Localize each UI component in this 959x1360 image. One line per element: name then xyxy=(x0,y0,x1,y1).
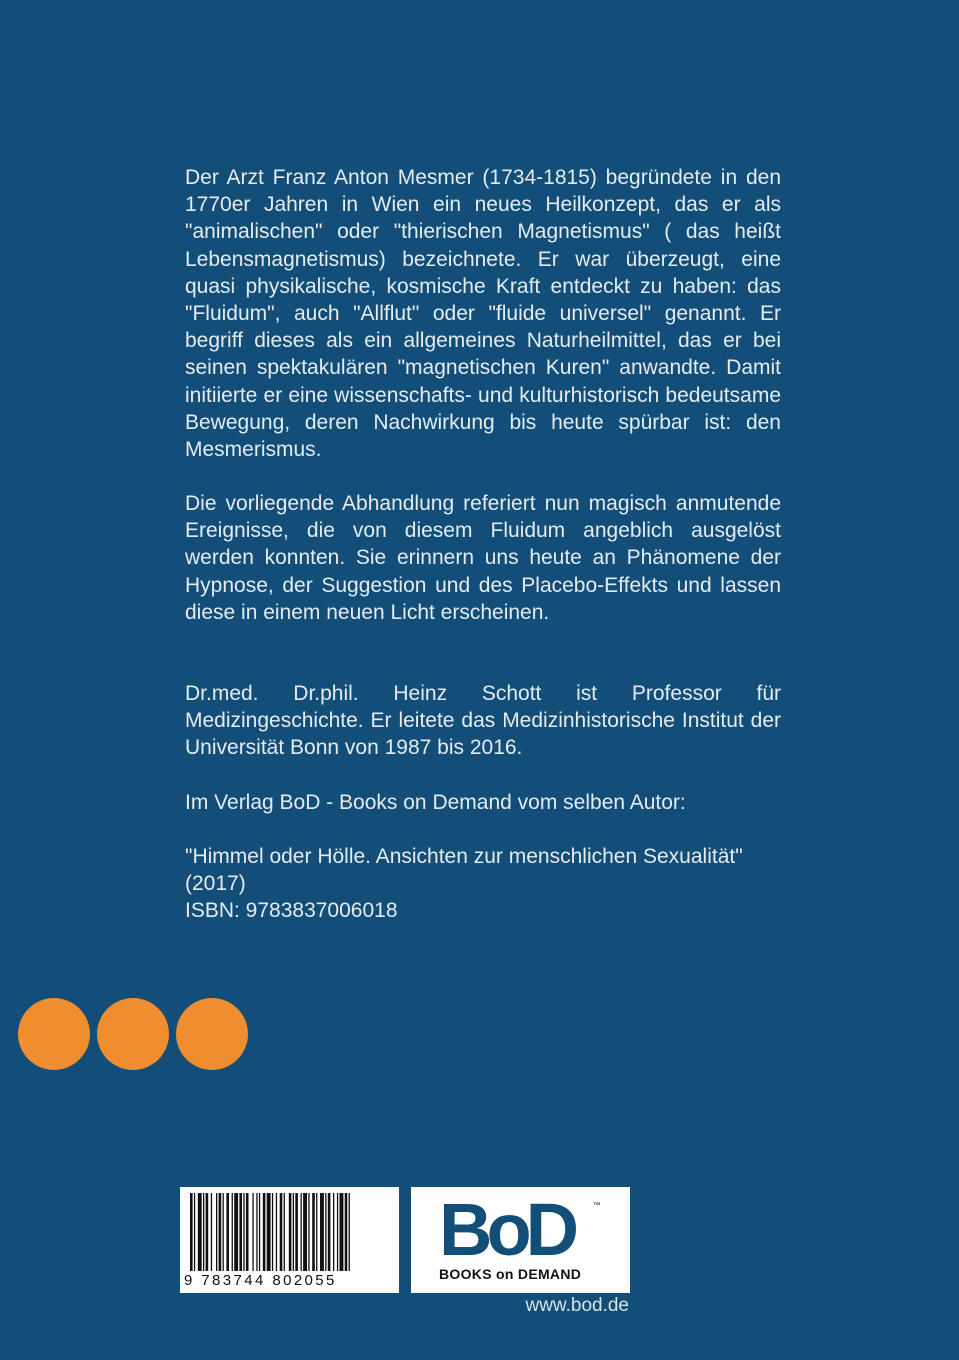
barcode-bar xyxy=(203,1193,204,1271)
barcode-bar xyxy=(198,1193,202,1271)
barcode-bar xyxy=(337,1193,338,1271)
barcode-bar xyxy=(345,1193,348,1271)
barcode-bar xyxy=(223,1193,224,1271)
other-book-isbn: ISBN: 9783837006018 xyxy=(185,899,398,923)
barcode-bar xyxy=(301,1193,302,1271)
barcode-bar xyxy=(219,1193,222,1271)
barcode-bar xyxy=(328,1193,331,1271)
barcode-bar xyxy=(303,1193,307,1271)
barcode-bar xyxy=(211,1193,212,1271)
barcode-bar xyxy=(316,1193,317,1271)
bod-logo xyxy=(411,1187,630,1293)
barcode-bar xyxy=(340,1193,344,1271)
barcode-bar xyxy=(239,1193,242,1271)
barcode-bar xyxy=(243,1193,244,1271)
barcode-bar xyxy=(259,1193,260,1271)
barcode-bar xyxy=(289,1193,292,1271)
orange-dot xyxy=(176,998,248,1070)
barcode-bar xyxy=(280,1193,283,1271)
barcode-bar xyxy=(252,1193,253,1271)
barcode-bars xyxy=(180,1187,399,1273)
other-book-year: (2017) xyxy=(185,872,246,896)
decorative-dots xyxy=(18,998,250,1072)
publisher-line-text: Im Verlag BoD - Books on Demand vom selben Autor: xyxy=(185,791,686,814)
barcode-bar xyxy=(226,1193,229,1271)
barcode-bar xyxy=(194,1193,195,1271)
publisher-line xyxy=(185,789,781,816)
barcode-bar xyxy=(312,1193,315,1271)
bod-tagline: BOOKS on DEMAND xyxy=(439,1266,582,1282)
barcode-bar xyxy=(216,1193,217,1271)
barcode-bar xyxy=(267,1193,271,1271)
barcode-bar xyxy=(263,1193,266,1271)
barcode-bar xyxy=(293,1193,294,1271)
blurb-paragraph-2 xyxy=(185,490,781,626)
orange-dot xyxy=(18,998,90,1070)
barcode-bar xyxy=(308,1193,309,1271)
blurb-paragraph-1-text: Der Arzt Franz Anton Mesmer (1734-1815) begründete in den 1770er Jahren in Wien ein neues Heilkonzept, das er als "animalischen" oder "thierischen Magnetismus" ( das heißt Lebensmagnetismus) bezeichnete. Er war überzeugt, eine quasi physikalische, kosmische Kraft entdeckt zu haben: das "Fluidum", auch "Allflut" oder "fluide universel" genannt. Er begriff dieses als ein allgemeines Naturheilmittel, das er bei seinen spektakulären "magnetischen Kuren" anwandte. Damit initiierte er eine wissenschafts- und kulturhistorisch bedeutsame Bewegung, deren Nachwirkung bis heute spürbar ist: den Mesmerismus. xyxy=(185,166,781,462)
barcode-bar xyxy=(272,1193,273,1271)
barcode-bar xyxy=(190,1193,193,1271)
barcode-bar xyxy=(320,1193,324,1271)
author-bio xyxy=(185,680,781,762)
barcode-bar xyxy=(349,1193,350,1271)
barcode-bar xyxy=(234,1193,238,1271)
barcode-bar xyxy=(206,1193,209,1271)
barcode-bar xyxy=(232,1193,233,1271)
other-book-title: "Himmel oder Hölle. Ansichten zur menschlichen Sexualität" xyxy=(185,845,743,868)
blurb-paragraph-1 xyxy=(185,164,781,463)
barcode-bar xyxy=(256,1193,257,1271)
isbn-barcode xyxy=(180,1187,399,1293)
barcode-bar xyxy=(246,1193,249,1271)
author-bio-text: Dr.med. Dr.phil. Heinz Schott ist Professor für Medizingeschichte. Er leitete das Medizinhistorische Institut der Universität Bonn von 1987 bis 2016. xyxy=(185,682,781,760)
other-book-reference xyxy=(185,843,781,925)
barcode-bar xyxy=(284,1193,285,1271)
barcode-digits: 9 783744 802055 xyxy=(184,1272,337,1289)
blurb-paragraph-2-text: Die vorliegende Abhandlung referiert nun magisch anmutende Ereignisse, die von diesem Fluidum angeblich ausgelöst werden konnten. Sie erinnern uns heute an Phänomene der Hypnose, der Suggestion und des Placebo-Effekts und lassen diese in einem neuen Licht erscheinen. xyxy=(185,492,781,624)
barcode-bar xyxy=(325,1193,326,1271)
orange-dot xyxy=(97,998,169,1070)
trademark-symbol: ™ xyxy=(593,1201,601,1210)
barcode-bar xyxy=(276,1193,277,1271)
bod-wordmark: BoD xyxy=(439,1188,574,1271)
barcode-bar xyxy=(295,1193,298,1271)
publisher-url: www.bod.de xyxy=(525,1295,629,1316)
barcode-bar xyxy=(333,1193,334,1271)
